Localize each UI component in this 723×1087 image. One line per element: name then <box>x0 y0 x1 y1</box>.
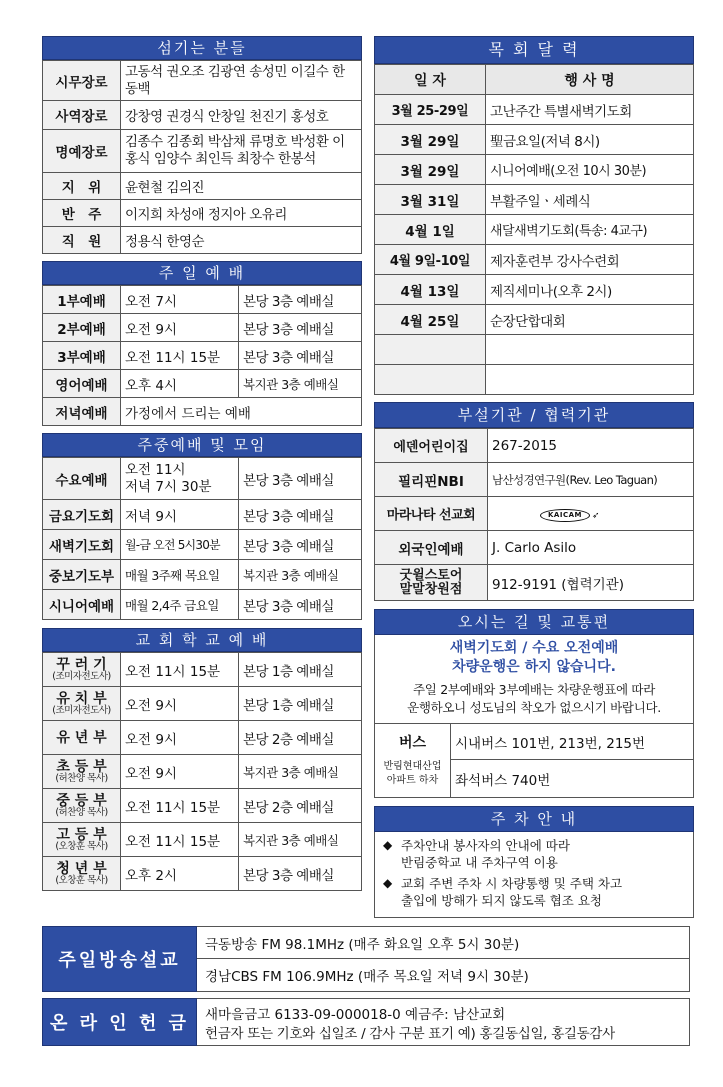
table-row <box>43 101 362 130</box>
service-place: 복지관 3층 예배실 <box>239 755 362 789</box>
department-label: 유 년 부 <box>56 729 107 746</box>
offering-label: 온 라 인 헌 금 <box>42 998 197 1046</box>
kaicam-logo-icon <box>540 509 600 522</box>
bus-stop <box>375 760 451 798</box>
service-place: 본당 3층 예배실 <box>239 530 362 560</box>
table-row <box>375 760 694 798</box>
service-name: 3부예배 <box>43 342 121 370</box>
servant-role: 반 주 <box>43 200 121 227</box>
offering-lines <box>197 998 690 1046</box>
offering-section <box>42 998 690 1046</box>
table-row <box>43 398 362 426</box>
table-row <box>43 61 362 101</box>
servant-names: 강창영 권경식 안창일 천진기 홍성호 <box>121 101 362 130</box>
parking-header: 주 차 안 내 <box>374 806 694 832</box>
service-time: 오전 11시 15분 <box>121 653 239 687</box>
affiliate-logo <box>488 497 694 531</box>
service-time: 오전 9시 <box>121 755 239 789</box>
service-place: 본당 3층 예배실 <box>239 857 362 891</box>
service-place: 본당 1층 예배실 <box>239 687 362 721</box>
table-row <box>375 125 694 155</box>
table-row <box>43 458 362 500</box>
event-date: 4월 13일 <box>375 275 486 305</box>
table-row <box>43 857 362 891</box>
parking-item-line: 교회 주변 주차 시 차량통행 및 주택 차고 <box>401 876 623 891</box>
event-name: 제자훈련부 강사수련회 <box>486 245 694 275</box>
table-row <box>43 530 362 560</box>
service-place: 본당 2층 예배실 <box>239 721 362 755</box>
table-row <box>43 721 362 755</box>
servant-role: 사역장로 <box>43 101 121 130</box>
table-row <box>375 185 694 215</box>
department-label: 꾸 러 기 <box>56 656 107 673</box>
table-row <box>43 653 362 687</box>
table-row <box>375 463 694 497</box>
service-place: 본당 3층 예배실 <box>239 286 362 314</box>
directions-notice <box>374 635 694 723</box>
table-row <box>375 365 694 395</box>
table-row <box>375 275 694 305</box>
event-name <box>486 335 694 365</box>
table-row <box>43 590 362 620</box>
service-place: 복지관 3층 예배실 <box>239 823 362 857</box>
department-name <box>43 687 121 721</box>
table-row <box>43 687 362 721</box>
servant-role: 시무장로 <box>43 61 121 101</box>
table-row <box>43 227 362 254</box>
affiliate-name: 마라나타 선교회 <box>375 497 488 531</box>
event-date: 4월 1일 <box>375 215 486 245</box>
service-place: 복지관 3층 예배실 <box>239 370 362 398</box>
event-name: 고난주간 특별새벽기도회 <box>486 95 694 125</box>
bus-route: 시내버스 101번, 213번, 215번 <box>451 724 694 760</box>
weekday-worship-table <box>42 457 362 620</box>
affiliate-name-line: 굿윌스토어 <box>399 567 463 583</box>
department-label: 고 등 부 <box>56 826 107 843</box>
bus-route: 좌석버스 740번 <box>451 760 694 798</box>
event-name: 聖금요일(저녁 8시) <box>486 125 694 155</box>
service-description: 가정에서 드리는 예배 <box>121 398 362 426</box>
department-name <box>43 789 121 823</box>
affiliate-info: 남산성경연구원(Rev. Leo Taguan) <box>488 463 694 497</box>
affiliate-name-line: 말말창원점 <box>399 581 463 597</box>
no-shuttle-notice: 차량운행은 하지 않습니다. <box>452 659 616 675</box>
servants-header: 섬기는 분들 <box>42 36 362 60</box>
table-row <box>375 724 694 760</box>
no-shuttle-notice: 새벽기도회 / 수요 오전예배 <box>449 640 619 656</box>
service-name: 영어예배 <box>43 370 121 398</box>
service-place: 본당 2층 예배실 <box>239 789 362 823</box>
service-time: 오전 7시 <box>121 286 239 314</box>
service-time: 저녁 9시 <box>121 500 239 530</box>
service-time: 오후 4시 <box>121 370 239 398</box>
parking-item-text <box>401 837 570 871</box>
service-place: 본당 3층 예배실 <box>239 342 362 370</box>
directions-header: 오시는 길 및 교통편 <box>374 609 694 635</box>
table-row <box>375 245 694 275</box>
service-time: 월-금 오전 5시30분 <box>121 530 239 560</box>
event-date: 3월 25-29일 <box>375 95 486 125</box>
service-place: 복지관 3층 예배실 <box>239 560 362 590</box>
event-name: 순장단합대회 <box>486 305 694 335</box>
table-row <box>43 342 362 370</box>
affiliate-info: 912-9191 (협력기관) <box>488 565 694 601</box>
right-column <box>374 36 694 918</box>
servant-names: 김종수 김종회 박삼채 류명호 박성환 이홍식 임양수 최인득 최창수 한봉석 <box>121 130 362 173</box>
department-name <box>43 653 121 687</box>
table-row <box>375 305 694 335</box>
service-name: 저녁예배 <box>43 398 121 426</box>
table-header-row <box>375 65 694 95</box>
servant-names: 이지희 차성애 정지아 오유리 <box>121 200 362 227</box>
bus-stop-line: 반림현대산업 <box>383 760 442 772</box>
shuttle-info-text: 운행하오니 성도님의 착오가 없으시기 바랍니다. <box>407 700 661 715</box>
table-row <box>43 755 362 789</box>
service-place: 본당 3층 예배실 <box>239 590 362 620</box>
table-row <box>43 560 362 590</box>
table-row <box>375 155 694 185</box>
servant-role: 지 위 <box>43 173 121 200</box>
weekday-worship-header: 주중예배 및 모임 <box>42 433 362 457</box>
column-header-event: 행 사 명 <box>486 65 694 95</box>
parking-item-line: 출입에 방해가 되지 않도록 협조 요청 <box>401 893 602 908</box>
affiliate-name: 필리핀NBI <box>375 463 488 497</box>
department-leader: (허찬양 목사) <box>55 772 108 784</box>
table-row <box>43 789 362 823</box>
servant-names: 정용식 한영순 <box>121 227 362 254</box>
department-name <box>43 857 121 891</box>
servant-role: 명예장로 <box>43 130 121 173</box>
table-row <box>375 335 694 365</box>
parking-item <box>375 837 693 871</box>
table-row <box>43 286 362 314</box>
table-row <box>43 370 362 398</box>
event-date: 3월 29일 <box>375 125 486 155</box>
bus-stop-line: 아파트 하차 <box>386 774 439 786</box>
department-name <box>43 721 121 755</box>
calendar-table <box>374 64 694 395</box>
event-date: 3월 29일 <box>375 155 486 185</box>
affiliate-info: J. Carlo Asilo <box>488 531 694 565</box>
church-school-table <box>42 652 362 891</box>
event-name: 시니어예배(오전 10시 30분) <box>486 155 694 185</box>
offering-line: 새마을금고 6133-09-000018-0 예금주: 남산교회 <box>205 1006 506 1023</box>
table-row <box>375 429 694 463</box>
department-leader: (조미자전도사) <box>52 670 111 682</box>
service-time: 오전 9시 <box>121 687 239 721</box>
service-time: 오전 9시 <box>121 314 239 342</box>
event-date <box>375 365 486 395</box>
table-row <box>43 823 362 857</box>
servants-table <box>42 60 362 254</box>
department-label: 중 등 부 <box>56 792 107 809</box>
department-leader: (허찬양 목사) <box>55 806 108 818</box>
department-leader: (오창훈 목사) <box>55 874 108 886</box>
broadcast-line: 극동방송 FM 98.1MHz (매주 화요일 오후 5시 30분) <box>197 927 689 959</box>
service-time: 매월 2,4주 금요일 <box>121 590 239 620</box>
parking-item-line: 반림중학교 내 주차구역 이용 <box>401 855 558 870</box>
department-label: 유 치 부 <box>56 690 107 707</box>
service-name: 2부예배 <box>43 314 121 342</box>
department-label: 초 등 부 <box>56 758 107 775</box>
broadcast-section <box>42 926 690 992</box>
parking-item-text <box>401 875 622 909</box>
service-name: 시니어예배 <box>43 590 121 620</box>
service-time-line: 저녁 7시 30분 <box>125 478 212 495</box>
event-name: 부활주일ㆍ세례식 <box>486 185 694 215</box>
affiliates-table <box>374 428 694 601</box>
table-row <box>43 200 362 227</box>
affiliates-header: 부설기관 / 협력기관 <box>374 402 694 428</box>
servant-names: 윤현철 김의진 <box>121 173 362 200</box>
department-label: 청 년 부 <box>56 860 107 877</box>
affiliate-name: 에덴어린이집 <box>375 429 488 463</box>
offering-line: 헌금자 또는 기호와 십일조 / 감사 구분 표기 예) 홍길동십일, 홍길동감사 <box>205 1025 615 1042</box>
table-row <box>375 95 694 125</box>
parking-notice <box>374 832 694 918</box>
service-place: 본당 3층 예배실 <box>239 500 362 530</box>
service-name: 금요기도회 <box>43 500 121 530</box>
table-row <box>375 565 694 601</box>
service-time: 오전 11시 15분 <box>121 823 239 857</box>
service-place: 본당 3층 예배실 <box>239 314 362 342</box>
service-time <box>121 458 239 500</box>
church-school-header: 교 회 학 교 예 배 <box>42 628 362 652</box>
event-name: 새달새벽기도회(특송: 4교구) <box>486 215 694 245</box>
service-name: 새벽기도회 <box>43 530 121 560</box>
event-date <box>375 335 486 365</box>
service-name: 1부예배 <box>43 286 121 314</box>
bus-label-cell: 버스 <box>375 724 451 760</box>
table-row <box>375 531 694 565</box>
table-row <box>375 497 694 531</box>
service-time: 오후 2시 <box>121 857 239 891</box>
table-row <box>43 314 362 342</box>
sunday-worship-table <box>42 285 362 426</box>
broadcast-lines <box>197 926 690 992</box>
calendar-header: 목 회 달 력 <box>374 36 694 64</box>
left-column <box>42 36 362 891</box>
affiliate-info: 267-2015 <box>488 429 694 463</box>
sunday-worship-header: 주 일 예 배 <box>42 261 362 285</box>
parking-item <box>375 875 693 909</box>
logo-arrow-icon: ➶ <box>591 510 600 521</box>
affiliate-name: 외국인예배 <box>375 531 488 565</box>
table-row <box>43 500 362 530</box>
service-time: 오전 9시 <box>121 721 239 755</box>
diamond-bullet-icon: ◆ <box>383 876 393 890</box>
servant-names: 고동석 권오조 김광연 송성민 이길수 한동백 <box>121 61 362 101</box>
broadcast-line: 경남CBS FM 106.9MHz (매주 목요일 저녁 9시 30분) <box>205 969 529 985</box>
parking-item-line: 주차안내 봉사자의 안내에 따라 <box>401 838 570 853</box>
service-time: 오전 11시 15분 <box>121 789 239 823</box>
service-place: 본당 3층 예배실 <box>239 458 362 500</box>
logo-text: KAICAM <box>540 509 590 522</box>
affiliate-name <box>375 565 488 601</box>
event-date: 4월 25일 <box>375 305 486 335</box>
event-date: 4월 9일-10일 <box>375 245 486 275</box>
event-name <box>486 365 694 395</box>
table-row <box>43 130 362 173</box>
department-name <box>43 755 121 789</box>
service-name: 중보기도부 <box>43 560 121 590</box>
bus-table <box>374 723 694 798</box>
service-time: 매월 3주째 목요일 <box>121 560 239 590</box>
service-time-line: 오전 11시 <box>125 461 186 478</box>
department-leader: (오창훈 목사) <box>55 840 108 852</box>
table-row <box>43 173 362 200</box>
broadcast-label: 주일방송설교 <box>42 926 197 992</box>
servant-role: 직 원 <box>43 227 121 254</box>
service-place: 본당 1층 예배실 <box>239 653 362 687</box>
diamond-bullet-icon: ◆ <box>383 838 393 852</box>
department-leader: (조미자전도사) <box>52 704 111 716</box>
event-name: 제직세미나(오후 2시) <box>486 275 694 305</box>
department-name <box>43 823 121 857</box>
event-date: 3월 31일 <box>375 185 486 215</box>
service-time: 오전 11시 15분 <box>121 342 239 370</box>
table-row <box>375 215 694 245</box>
column-header-date: 일 자 <box>375 65 486 95</box>
shuttle-info-text: 주일 2부예배와 3부예배는 차량운행표에 따라 <box>413 682 655 697</box>
service-name: 수요예배 <box>43 458 121 500</box>
